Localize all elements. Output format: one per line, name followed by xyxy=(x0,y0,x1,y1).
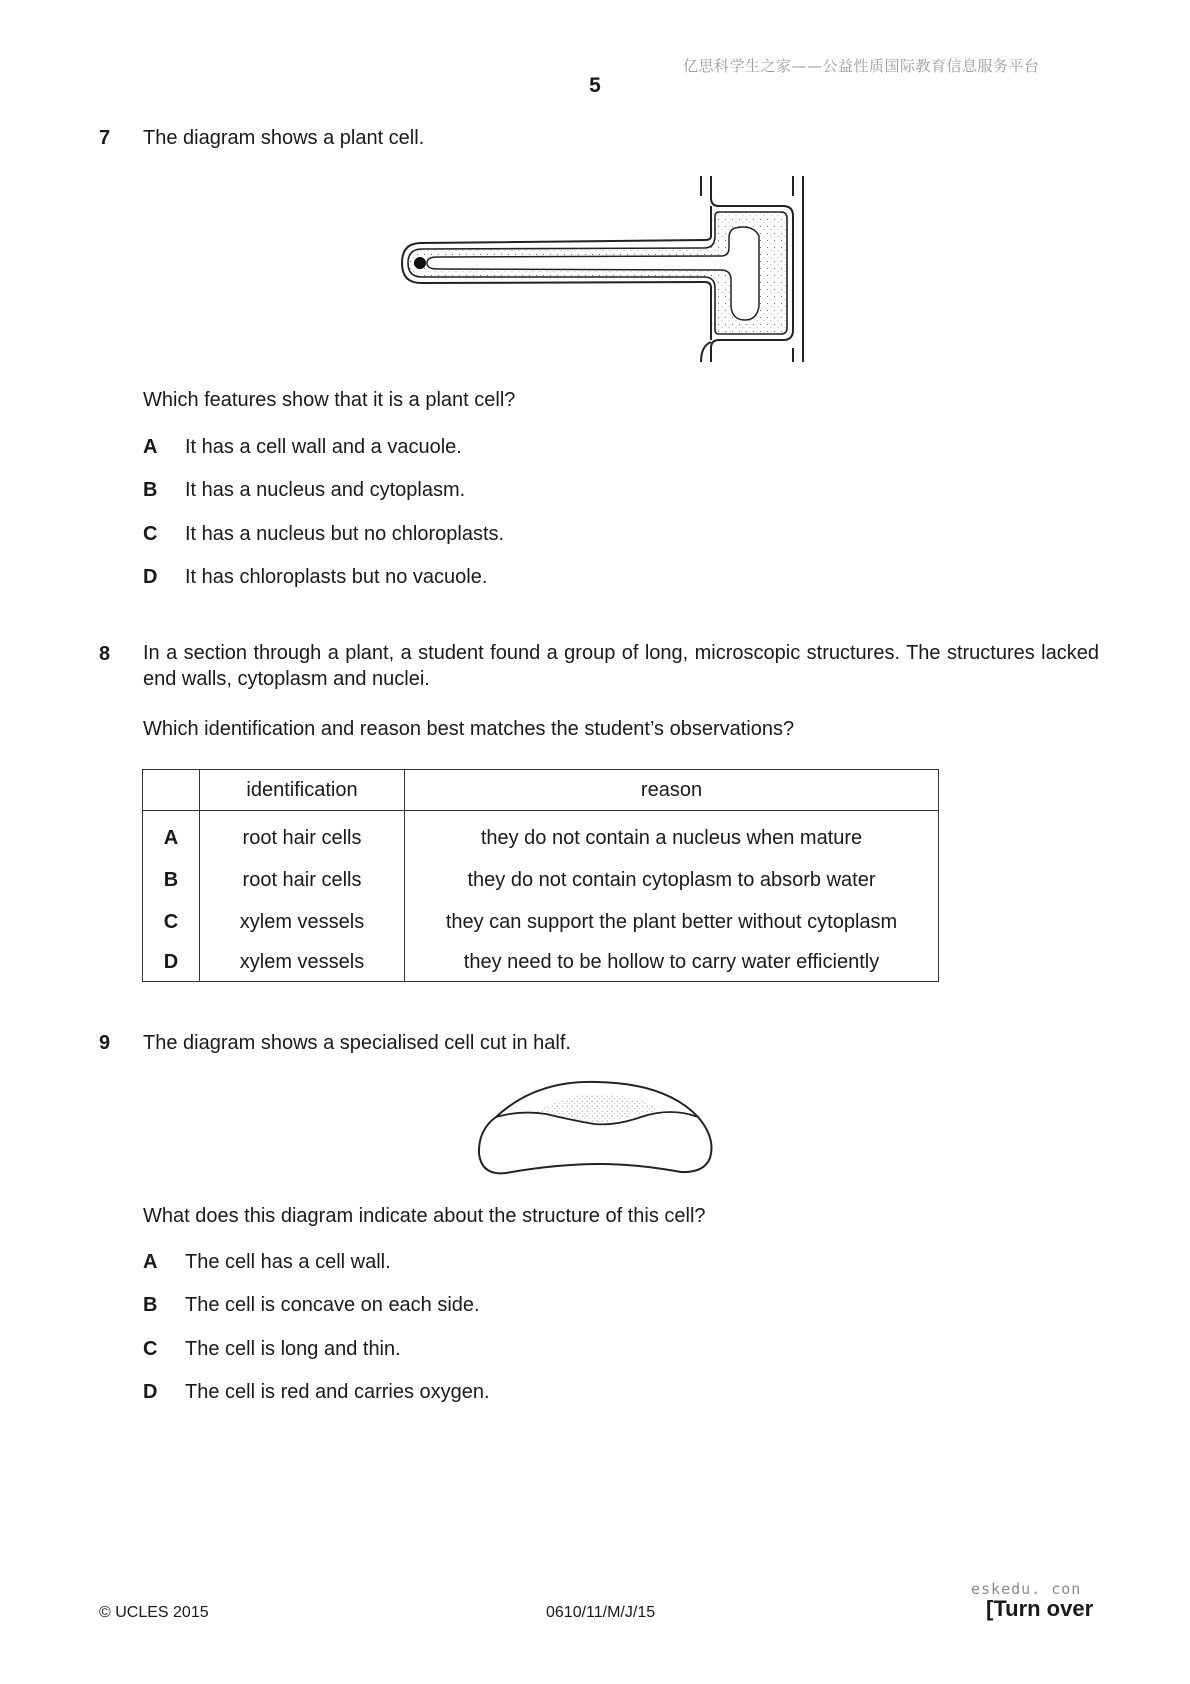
q9-option-b-text: The cell is concave on each side. xyxy=(185,1294,480,1316)
q9-option-c-letter[interactable]: C xyxy=(143,1338,158,1360)
nucleus-dot xyxy=(414,257,426,269)
q9-option-d-text: The cell is red and carries oxygen. xyxy=(185,1381,490,1403)
row-letter: A xyxy=(143,811,200,860)
table-row[interactable] xyxy=(143,859,939,901)
question-9-prompt: What does this diagram indicate about the structure of this cell? xyxy=(143,1205,706,1227)
table-header-row xyxy=(143,770,939,811)
row-reason: they do not contain a nucleus when mature xyxy=(405,811,939,860)
question-8-intro: In a section through a plant, a student found a group of long, microscopic structures. The structures lacked end walls, cytoplasm and nuclei. xyxy=(143,642,1099,690)
row-reason: they do not contain cytoplasm to absorb water xyxy=(405,859,939,901)
question-8-number: 8 xyxy=(99,643,111,665)
q7-option-a-letter[interactable]: A xyxy=(143,436,158,458)
row-identification: root hair cells xyxy=(200,859,405,901)
q7-option-d-text: It has chloroplasts but no vacuole. xyxy=(185,566,488,588)
row-identification: xylem vessels xyxy=(200,943,405,982)
q9-option-a-letter[interactable]: A xyxy=(143,1251,158,1273)
question-8-prompt: Which identification and reason best matches the student’s observations? xyxy=(143,718,795,740)
question-7-prompt: Which features show that it is a plant cell? xyxy=(143,389,516,411)
footer-copyright: © UCLES 2015 xyxy=(99,1604,209,1621)
q7-option-a-text: It has a cell wall and a vacuole. xyxy=(185,436,462,458)
row-reason: they can support the plant better without cytoplasm xyxy=(405,901,939,943)
red-blood-cell-diagram xyxy=(476,1080,718,1178)
row-identification: xylem vessels xyxy=(200,901,405,943)
table-header-reason: reason xyxy=(405,770,939,811)
table-header-identification: identification xyxy=(200,770,405,811)
q7-option-d-letter[interactable]: D xyxy=(143,566,158,588)
row-letter: D xyxy=(143,943,200,982)
footer-watermark: eskedu. con xyxy=(971,1580,1082,1598)
q7-option-b-letter[interactable]: B xyxy=(143,479,158,501)
row-letter: B xyxy=(143,859,200,901)
q9-option-b-letter[interactable]: B xyxy=(143,1294,158,1316)
row-letter: C xyxy=(143,901,200,943)
q7-option-c-letter[interactable]: C xyxy=(143,523,158,545)
page-number: 5 xyxy=(589,74,601,97)
question-7-intro: The diagram shows a plant cell. xyxy=(143,127,425,149)
table-row[interactable] xyxy=(143,901,939,943)
root-hair-cell-diagram xyxy=(395,176,805,362)
q7-option-b-text: It has a nucleus and cytoplasm. xyxy=(185,479,466,501)
turn-over-label: [Turn over xyxy=(986,1596,1094,1621)
q9-option-d-letter[interactable]: D xyxy=(143,1381,158,1403)
answer-table xyxy=(142,769,939,982)
row-reason: they need to be hollow to carry water efficiently xyxy=(405,943,939,982)
q7-option-c-text: It has a nucleus but no chloroplasts. xyxy=(185,523,505,545)
question-9-intro: The diagram shows a specialised cell cut in half. xyxy=(143,1032,571,1054)
table-header-blank xyxy=(143,770,200,811)
table-row[interactable] xyxy=(143,943,939,982)
q9-option-c-text: The cell is long and thin. xyxy=(185,1338,401,1360)
question-7-number: 7 xyxy=(99,127,111,149)
question-9-number: 9 xyxy=(99,1032,111,1054)
table-row[interactable] xyxy=(143,811,939,860)
q9-option-a-text: The cell has a cell wall. xyxy=(185,1251,391,1273)
row-identification: root hair cells xyxy=(200,811,405,860)
footer-paper-code: 0610/11/M/J/15 xyxy=(546,1604,656,1621)
header-watermark: 亿思科学生之家——公益性质国际教育信息服务平台 xyxy=(683,57,1040,75)
